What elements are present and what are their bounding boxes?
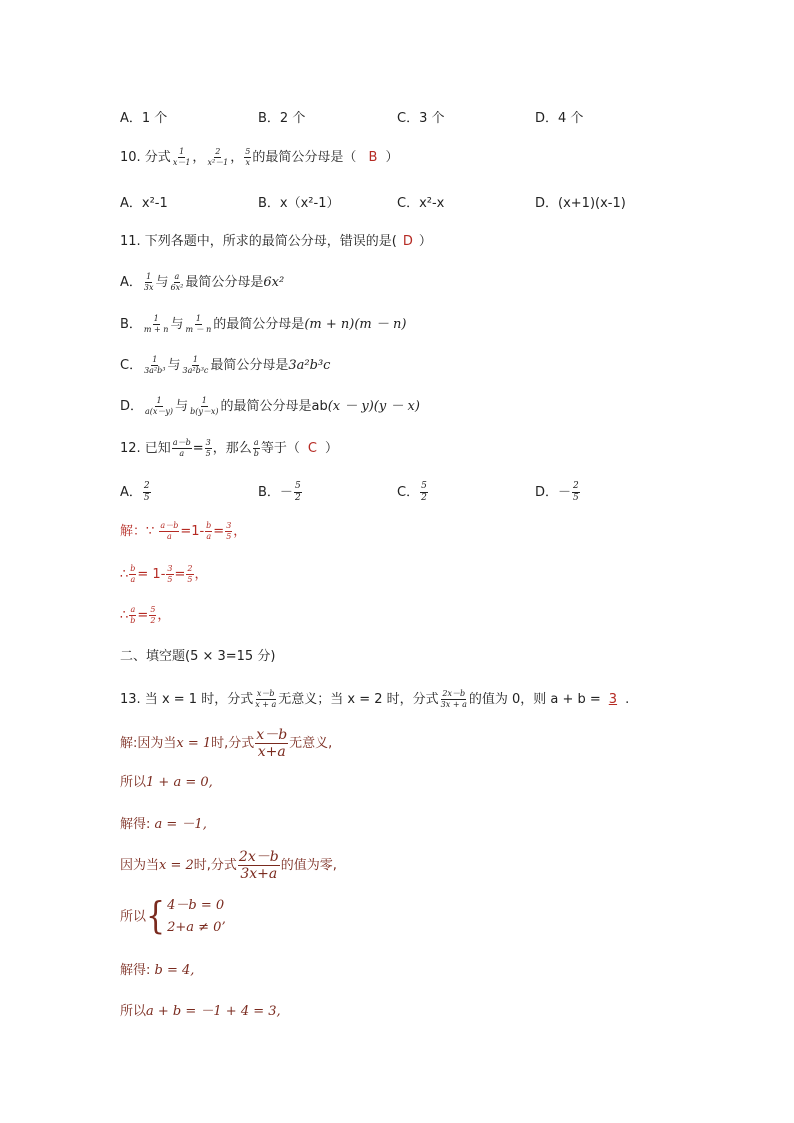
q13-solution-line-5: 所以{ 4－b = 0 2+a ≠ 0’: [120, 894, 226, 939]
fraction: $\frac{1}{m - n}$: [185, 314, 212, 334]
fraction: $\frac{1}{\text{3a²b³c}}$: [182, 355, 209, 375]
q11-option-b: B． $\frac{1}{m + n}$ 与 $\frac{1}{m - n}$ 的最简公分母是(m + n)(m － n): [120, 314, 407, 334]
q12-option-c: C． $\frac{5}{2}$: [397, 481, 427, 503]
section-title: 二、填空题(5 × 3=15 分): [120, 649, 276, 664]
q10-answer: B: [368, 150, 378, 165]
q13-solution-line-1: 解:因为当x = 1时,分式 $\frac{x-b}{x+a}$ 无意义,: [120, 727, 333, 760]
q13-solution-line-3: 解得: a = －1,: [120, 817, 207, 832]
q12-solution-line-2: ∴ $\frac{b}{a}$ = 1- $\frac{3}{5}$ = $\frac{2}{5}$ ，: [120, 564, 208, 584]
fraction: $\frac{1}{\text{3a²b³}}$: [144, 355, 166, 375]
fraction: $\frac{5}{x}$: [245, 147, 251, 167]
fraction: $\frac{2}{\text{x²－1}}$: [207, 147, 229, 167]
fraction: $\frac{1}{b(y-x)}$: [190, 396, 219, 416]
fraction: $\frac{a-b}{a}$: [172, 438, 191, 458]
q11-stem: 11. 下列各题中，所求的最简公分母，错误的是( D ）: [120, 234, 432, 249]
q10-option-c: C．x²-x: [397, 196, 445, 211]
q9-option-a: A．1 个: [120, 111, 168, 126]
q12-option-d: D．－ $\frac{2}{5}$: [535, 481, 579, 503]
q11-option-a: A． $\frac{1}{3x}$ 与 $\frac{a}{\text{6x²}}$ 最简公分母是6x²: [120, 272, 285, 292]
fraction: $\frac{1}{m + n}$: [143, 314, 169, 334]
q10-option-b: B．x（x²-1）: [258, 196, 340, 211]
q11-answer: D: [402, 234, 413, 249]
brace-symbol: {: [146, 894, 166, 939]
q10-option-a: A．x²-1: [120, 196, 168, 211]
fraction: $\frac{1}{x-1}$: [172, 147, 191, 167]
q13-solution-line-4: 因为当x = 2时,分式 $\frac{2x-b}{3x+a}$ 的值为零,: [120, 849, 337, 882]
q11-option-d: D． $\frac{1}{a(x-y)}$ 与 $\frac{1}{b(y-x)}$ 的最简公分母是ab(x － y)(y － x): [120, 396, 420, 416]
q9-option-d: D．4 个: [535, 111, 584, 126]
fraction: $\frac{a}{\text{6x²}}$: [170, 272, 184, 292]
q13-solution-line-6: 解得: b = 4,: [120, 963, 195, 978]
q12-answer: C: [307, 441, 317, 456]
fraction: $\frac{3}{5}$: [205, 438, 211, 458]
fraction: $\frac{1}{a(x-y)}$: [145, 396, 174, 416]
q9-option-b: B．2 个: [258, 111, 306, 126]
q10-stem: 10. 分式 $\frac{1}{x-1}$ ， $\frac{2}{\text{x²－1}}$ ， $\frac{5}{x}$ 的最简公分母是（ B ）: [120, 147, 399, 167]
q13-solution-line-7: 所以a + b = －1 + 4 = 3,: [120, 1004, 281, 1019]
equation-system: 4－b = 0 2+a ≠ 0’: [167, 898, 226, 935]
q10-option-d: D．(x+1)(x-1): [535, 196, 626, 211]
q13-stem: 13. 当 x = 1 时，分式 $\frac{x-b}{x + a}$ 无意义；当 x = 2 时，分式 $\frac{2x-b}{3x + a}$ 的值为 0，则 a + b = 3 .: [120, 689, 630, 709]
q13-answer: 3: [608, 692, 618, 707]
fraction: $\frac{a}{b}$: [253, 438, 259, 458]
q12-stem: 12. 已知 $\frac{a-b}{a}$ = $\frac{3}{5}$ ，那么 $\frac{a}{b}$ 等于（ C ）: [120, 438, 338, 458]
q12-solution-line-1: 解：∵ $\frac{a-b}{a}$ =1- $\frac{b}{a}$ = $\frac{3}{5}$ ，: [120, 521, 247, 541]
fraction: $\frac{1}{3x}$: [143, 272, 154, 292]
q11-option-c: C． $\frac{1}{\text{3a²b³}}$ 与 $\frac{1}{\text{3a²b³c}}$ 最简公分母是3a²b³c: [120, 355, 331, 375]
q12-solution-line-3: ∴ $\frac{a}{b}$ = $\frac{5}{2}$ ，: [120, 605, 171, 625]
q12-option-b: B．－ $\frac{5}{2}$: [258, 481, 301, 503]
q12-option-a: A． $\frac{2}{5}$: [120, 481, 150, 503]
q13-solution-line-2: 所以1 + a = 0,: [120, 775, 213, 790]
q9-option-c: C．3 个: [397, 111, 445, 126]
